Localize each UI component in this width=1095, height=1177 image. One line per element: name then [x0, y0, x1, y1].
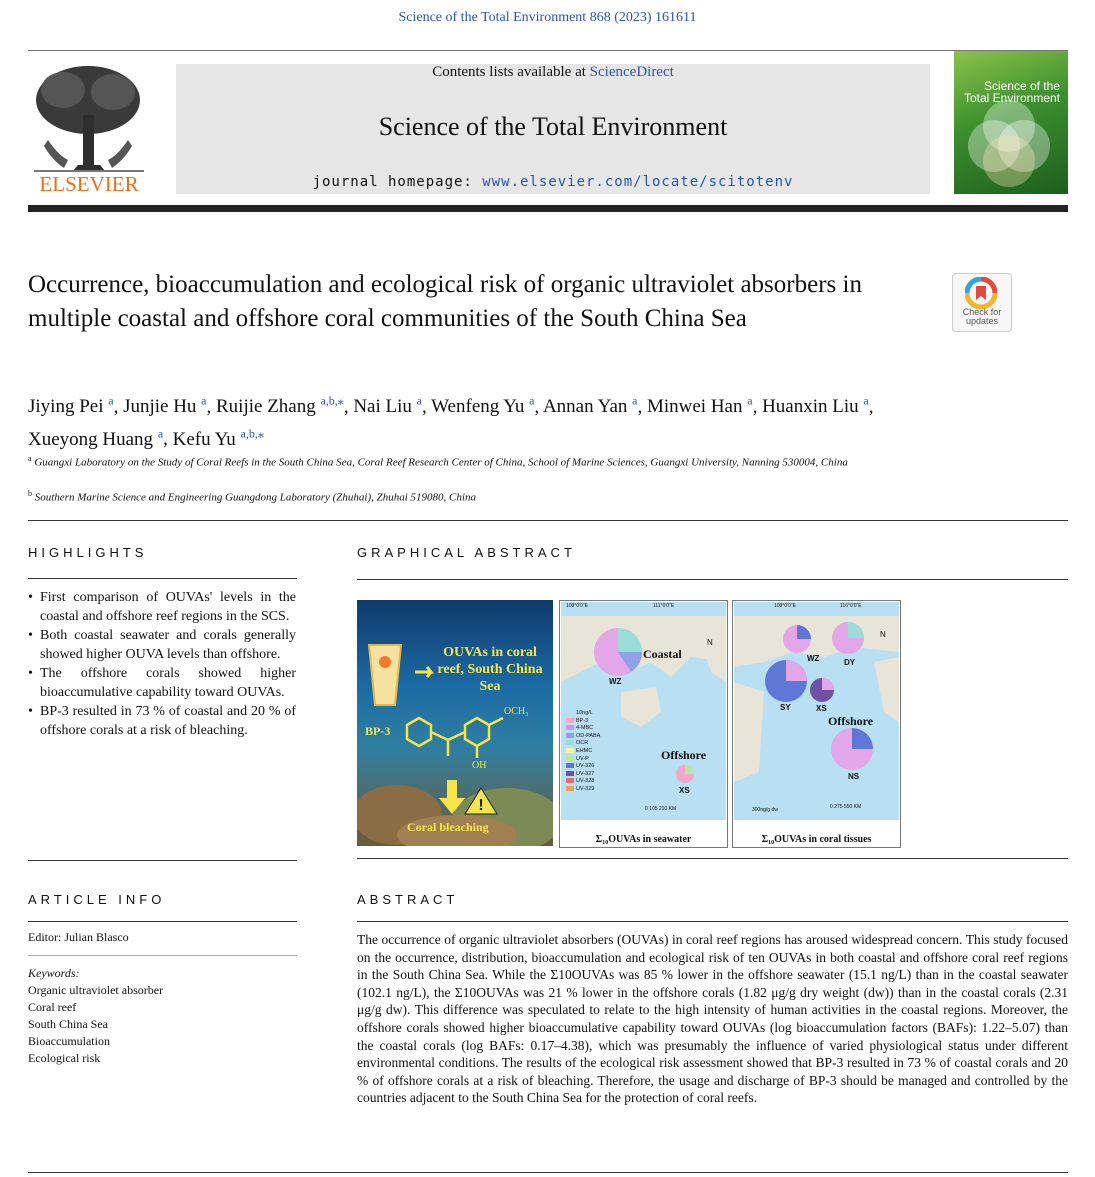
pie-dy-coral	[832, 622, 864, 654]
mid-site-wz: WZ	[609, 677, 622, 686]
header-rule	[28, 50, 1068, 51]
keywords-block	[28, 965, 163, 1067]
abstract-rule	[357, 921, 1068, 922]
author-list: Jiying Pei $^a$, Junjie Hu $^a$, Ruijie Zhang $^{a,b,⁎}$, Nai Liu $^a$, Wenfeng Yu $^a$, Annan Yan $^a$, Minwei Han $^a$, Huanxin Liu $^a$, Xueyong Huang $^a$, Kefu Yu $^{a,b,⁎}$	[28, 394, 874, 450]
right-lon2: 116°0'0"E	[840, 603, 862, 609]
coral-tissue-map-panel[interactable]	[732, 600, 901, 848]
pie-sy-coral	[765, 660, 807, 702]
article-info-heading: ARTICLE INFO	[28, 892, 166, 907]
mid-lon2: 111°0'0"E	[653, 603, 675, 609]
legend-swatch	[566, 771, 574, 776]
right-offshore-label: Offshore	[828, 714, 874, 728]
article-info-rule	[28, 921, 297, 922]
pie-ns-coral	[831, 728, 873, 770]
legend-label: UV-328	[576, 778, 595, 785]
author[interactable]: Jiying Pei $^a$	[28, 394, 114, 418]
header-thick-rule	[28, 205, 1068, 212]
journal-citation[interactable]	[0, 10, 1095, 26]
journal-cover[interactable]	[954, 51, 1068, 194]
highlights-heading: HIGHLIGHTS	[28, 545, 148, 560]
editor-rule	[28, 955, 297, 956]
right-site-wz: WZ	[807, 654, 820, 663]
legend-item	[566, 748, 600, 756]
right-site-ns: NS	[848, 772, 860, 781]
coral-tissue-map	[734, 602, 899, 820]
affiliation-b: $^b$ Southern Marine Science and Engineering Guangdong Laboratory (Zhuhai), Zhuhai 519080, China	[28, 489, 476, 504]
legend-item	[566, 778, 600, 786]
legend-item	[566, 718, 600, 726]
keywords-label: Keywords:	[28, 966, 80, 980]
sciencedirect-link[interactable]: ScienceDirect	[589, 64, 674, 80]
cover-title-line2: Total Environment	[963, 91, 1060, 105]
mid-coastal-label: Coastal	[643, 647, 682, 661]
mid-scale-bar: 0 105 210 KM	[645, 806, 677, 812]
och3-label: OCH₃	[504, 706, 529, 717]
legend-label: UV-329	[576, 785, 595, 792]
mid-site-xs: XS	[679, 786, 690, 795]
check-for-updates-button[interactable]	[952, 273, 1012, 332]
cover-flower-icon	[954, 51, 1068, 194]
bp3-structure-icon	[407, 718, 503, 758]
right-site-xs: XS	[816, 704, 827, 713]
bottom-rule	[28, 1172, 1068, 1173]
pie-xs	[676, 765, 694, 783]
legend-label: 4-MBC	[576, 725, 594, 732]
editor-line: Editor: Julian Blasco	[28, 930, 129, 944]
legend-swatch	[566, 733, 574, 738]
legend-swatch	[566, 756, 574, 761]
seawater-map	[561, 602, 726, 820]
keyword[interactable]: Organic ultraviolet absorber	[28, 983, 164, 997]
legend-label: EHMC	[576, 747, 593, 754]
elsevier-wordmark: ELSEVIER	[39, 172, 139, 196]
legend-item	[566, 756, 600, 764]
journal-homepage: journal homepage: www.elsevier.com/locate/scitotenv	[312, 174, 794, 190]
coral-bleaching-label: Coral bleaching	[407, 820, 489, 834]
contents-line: Contents lists available at ScienceDirect	[432, 64, 674, 80]
journal-masthead	[176, 64, 930, 194]
legend-label: BP-3	[576, 717, 589, 724]
legend-label: UV-P	[576, 755, 589, 762]
check-updates-icon	[965, 277, 997, 309]
bp3-label: BP-3	[365, 724, 391, 738]
citation-link[interactable]: Science of the Total Environment 868 (2023) 161611	[398, 10, 697, 25]
legend-label: OCR	[576, 740, 589, 747]
keyword[interactable]: Ecological risk	[28, 1051, 101, 1065]
pie-xs-coral	[810, 678, 834, 702]
elsevier-logo[interactable]	[28, 60, 150, 196]
author[interactable]: Kefu Yu $^{a,b,⁎}$	[172, 426, 264, 450]
legend-swatch	[566, 763, 574, 768]
legend-swatch	[566, 786, 574, 791]
author[interactable]: Annan Yan $^a$	[542, 394, 638, 418]
author[interactable]: Xueyong Huang $^a$	[28, 426, 164, 450]
right-scale-bar: 0 275 550 KM	[830, 804, 862, 810]
legend-item	[566, 771, 600, 779]
pie-wz	[594, 628, 642, 676]
affiliation-a: $^a$ Guangxi Laboratory on the Study of Coral Reefs in the South China Sea, Coral Reef Research Center of China, School of Marine Sciences, Guangxi University, Nanning 530004, China	[28, 454, 848, 469]
legend-swatch	[566, 778, 574, 783]
author[interactable]: Junjie Hu $^a$	[123, 394, 207, 418]
keyword[interactable]: Bioaccumulation	[28, 1034, 110, 1048]
graphical-abstract-bottom-rule	[357, 858, 1068, 859]
author[interactable]: Minwei Han $^a$	[646, 394, 753, 418]
homepage-link[interactable]: www.elsevier.com/locate/scitotenv	[482, 174, 794, 190]
legend-swatch	[566, 748, 574, 753]
oh-label: OH	[472, 760, 487, 771]
author[interactable]: Ruijie Zhang $^{a,b,⁎}$	[216, 394, 344, 418]
author[interactable]: Nai Liu $^a$	[353, 394, 422, 418]
pie-wz-coral	[783, 625, 811, 653]
seawater-map-panel[interactable]	[559, 600, 728, 848]
mid-lon1: 108°0'0"E	[566, 603, 588, 609]
legend-item	[566, 763, 600, 771]
mid-legend	[566, 710, 600, 794]
author[interactable]: Huanxin Liu $^a$	[762, 394, 869, 418]
highlight-item: • BP-3 resulted in 73 % of coastal and 20 % of offshore corals at a risk of bleaching.	[28, 704, 296, 738]
legend-label: UV-327	[576, 770, 595, 777]
graphical-abstract-rule	[357, 579, 1068, 580]
right-site-sy: SY	[780, 703, 791, 712]
highlight-item: • Both coastal seawater and corals generally showed higher OUVA levels than offshore.	[28, 628, 296, 662]
highlight-item: • First comparison of OUVAs' levels in the coastal and offshore reef regions in the SCS.	[28, 590, 296, 624]
highlight-item: • The offshore corals showed higher bioaccumulative capability toward OUVAs.	[28, 666, 296, 700]
sunscreen-icon	[369, 645, 401, 705]
right-site-dy: DY	[844, 658, 856, 667]
legend-item	[566, 725, 600, 733]
right-lon1: 108°0'0"E	[774, 603, 796, 609]
section-rule	[28, 520, 1068, 521]
graphical-abstract-coral-panel[interactable]	[357, 600, 553, 846]
legend-item	[566, 740, 600, 748]
highlights-bottom-rule	[28, 860, 297, 861]
author[interactable]: Wenfeng Yu $^a$	[431, 394, 535, 418]
svg-text:!: !	[478, 797, 484, 814]
ouva-coral-text: OUVAs in coral reef, South China Sea	[437, 645, 543, 694]
keyword[interactable]: Coral reef	[28, 1000, 77, 1014]
right-legend-size: 300ng/g dw	[752, 807, 778, 813]
article-title: Occurrence, bioaccumulation and ecological risk of organic ultraviolet absorbers in multiple coastal and offshore coral communities of the South China Sea	[28, 271, 862, 332]
legend-swatch	[566, 725, 574, 730]
journal-title: Science of the Total Environment	[378, 112, 728, 141]
right-north-arrow: N	[880, 630, 886, 639]
mid-north-arrow: N	[707, 638, 713, 647]
legend-item	[566, 786, 600, 794]
arrow-icon	[415, 667, 431, 677]
legend-swatch	[566, 740, 574, 745]
mid-offshore-label: Offshore	[661, 748, 707, 762]
legend-label: OD-PABA	[576, 732, 601, 739]
legend-label: UV-326	[576, 763, 595, 770]
elsevier-tree-icon	[28, 60, 150, 196]
abstract-text: The occurrence of organic ultraviolet absorbers (OUVAs) in coral reef regions has aroused widespread concern. This study focused on the occurrence, distribution, bioaccumulation and ecological risk of ten OUVAs in both coastal and offshore coral reef regions in the South China Sea. While the Σ10OUVAs was 85 % lower in the offshore seawater (15.1 ng/L) than in the coastal seawater (102.1 ng/L), the Σ10OUVAs was 21 % lower in the offshore corals (1.82 μg/g dry weight (dw)) than in the coastal corals (2.31 μg/g dw). This difference was speculated to relate to the high intensity of human activities in the coastal regions. Moreover, the offshore corals showed higher bioaccumulative capability toward OUVAs (log bioaccumulation factors (BAFs): 1.22–5.07) than the coastal corals (log BAFs: 0.17–4.38), which was presumably the influence of varied physiological status under different environmental conditions. The results of the ecological risk assessment showed that BP-3 resulted in 73 % of coastal corals and 20 % of offshore corals at a risk of bleaching. Therefore, the usage and discharge of BP-3 should be managed and controlled by the countries adjacent to the South China Sea for the protection of coral reefs.	[357, 932, 1068, 1106]
down-arrow-icon	[447, 780, 457, 800]
mid-legend-size: 10ng/L	[576, 710, 593, 716]
check-updates-label: Check for updates	[962, 307, 1002, 326]
cover-title-line1: Science of the	[983, 79, 1060, 93]
abstract-heading: ABSTRACT	[357, 892, 459, 907]
legend-item	[566, 733, 600, 741]
coral-tissue-caption: Σ₁₀OUVAs in coral tissues	[761, 834, 872, 845]
highlights-rule	[28, 578, 297, 579]
seawater-caption: Σ₁₀OUVAs in seawater	[595, 834, 692, 845]
graphical-abstract-heading: GRAPHICAL ABSTRACT	[357, 545, 576, 560]
coral-scene	[357, 600, 553, 846]
keyword[interactable]: South China Sea	[28, 1017, 108, 1031]
legend-swatch	[566, 718, 574, 723]
highlights-list	[28, 588, 296, 740]
